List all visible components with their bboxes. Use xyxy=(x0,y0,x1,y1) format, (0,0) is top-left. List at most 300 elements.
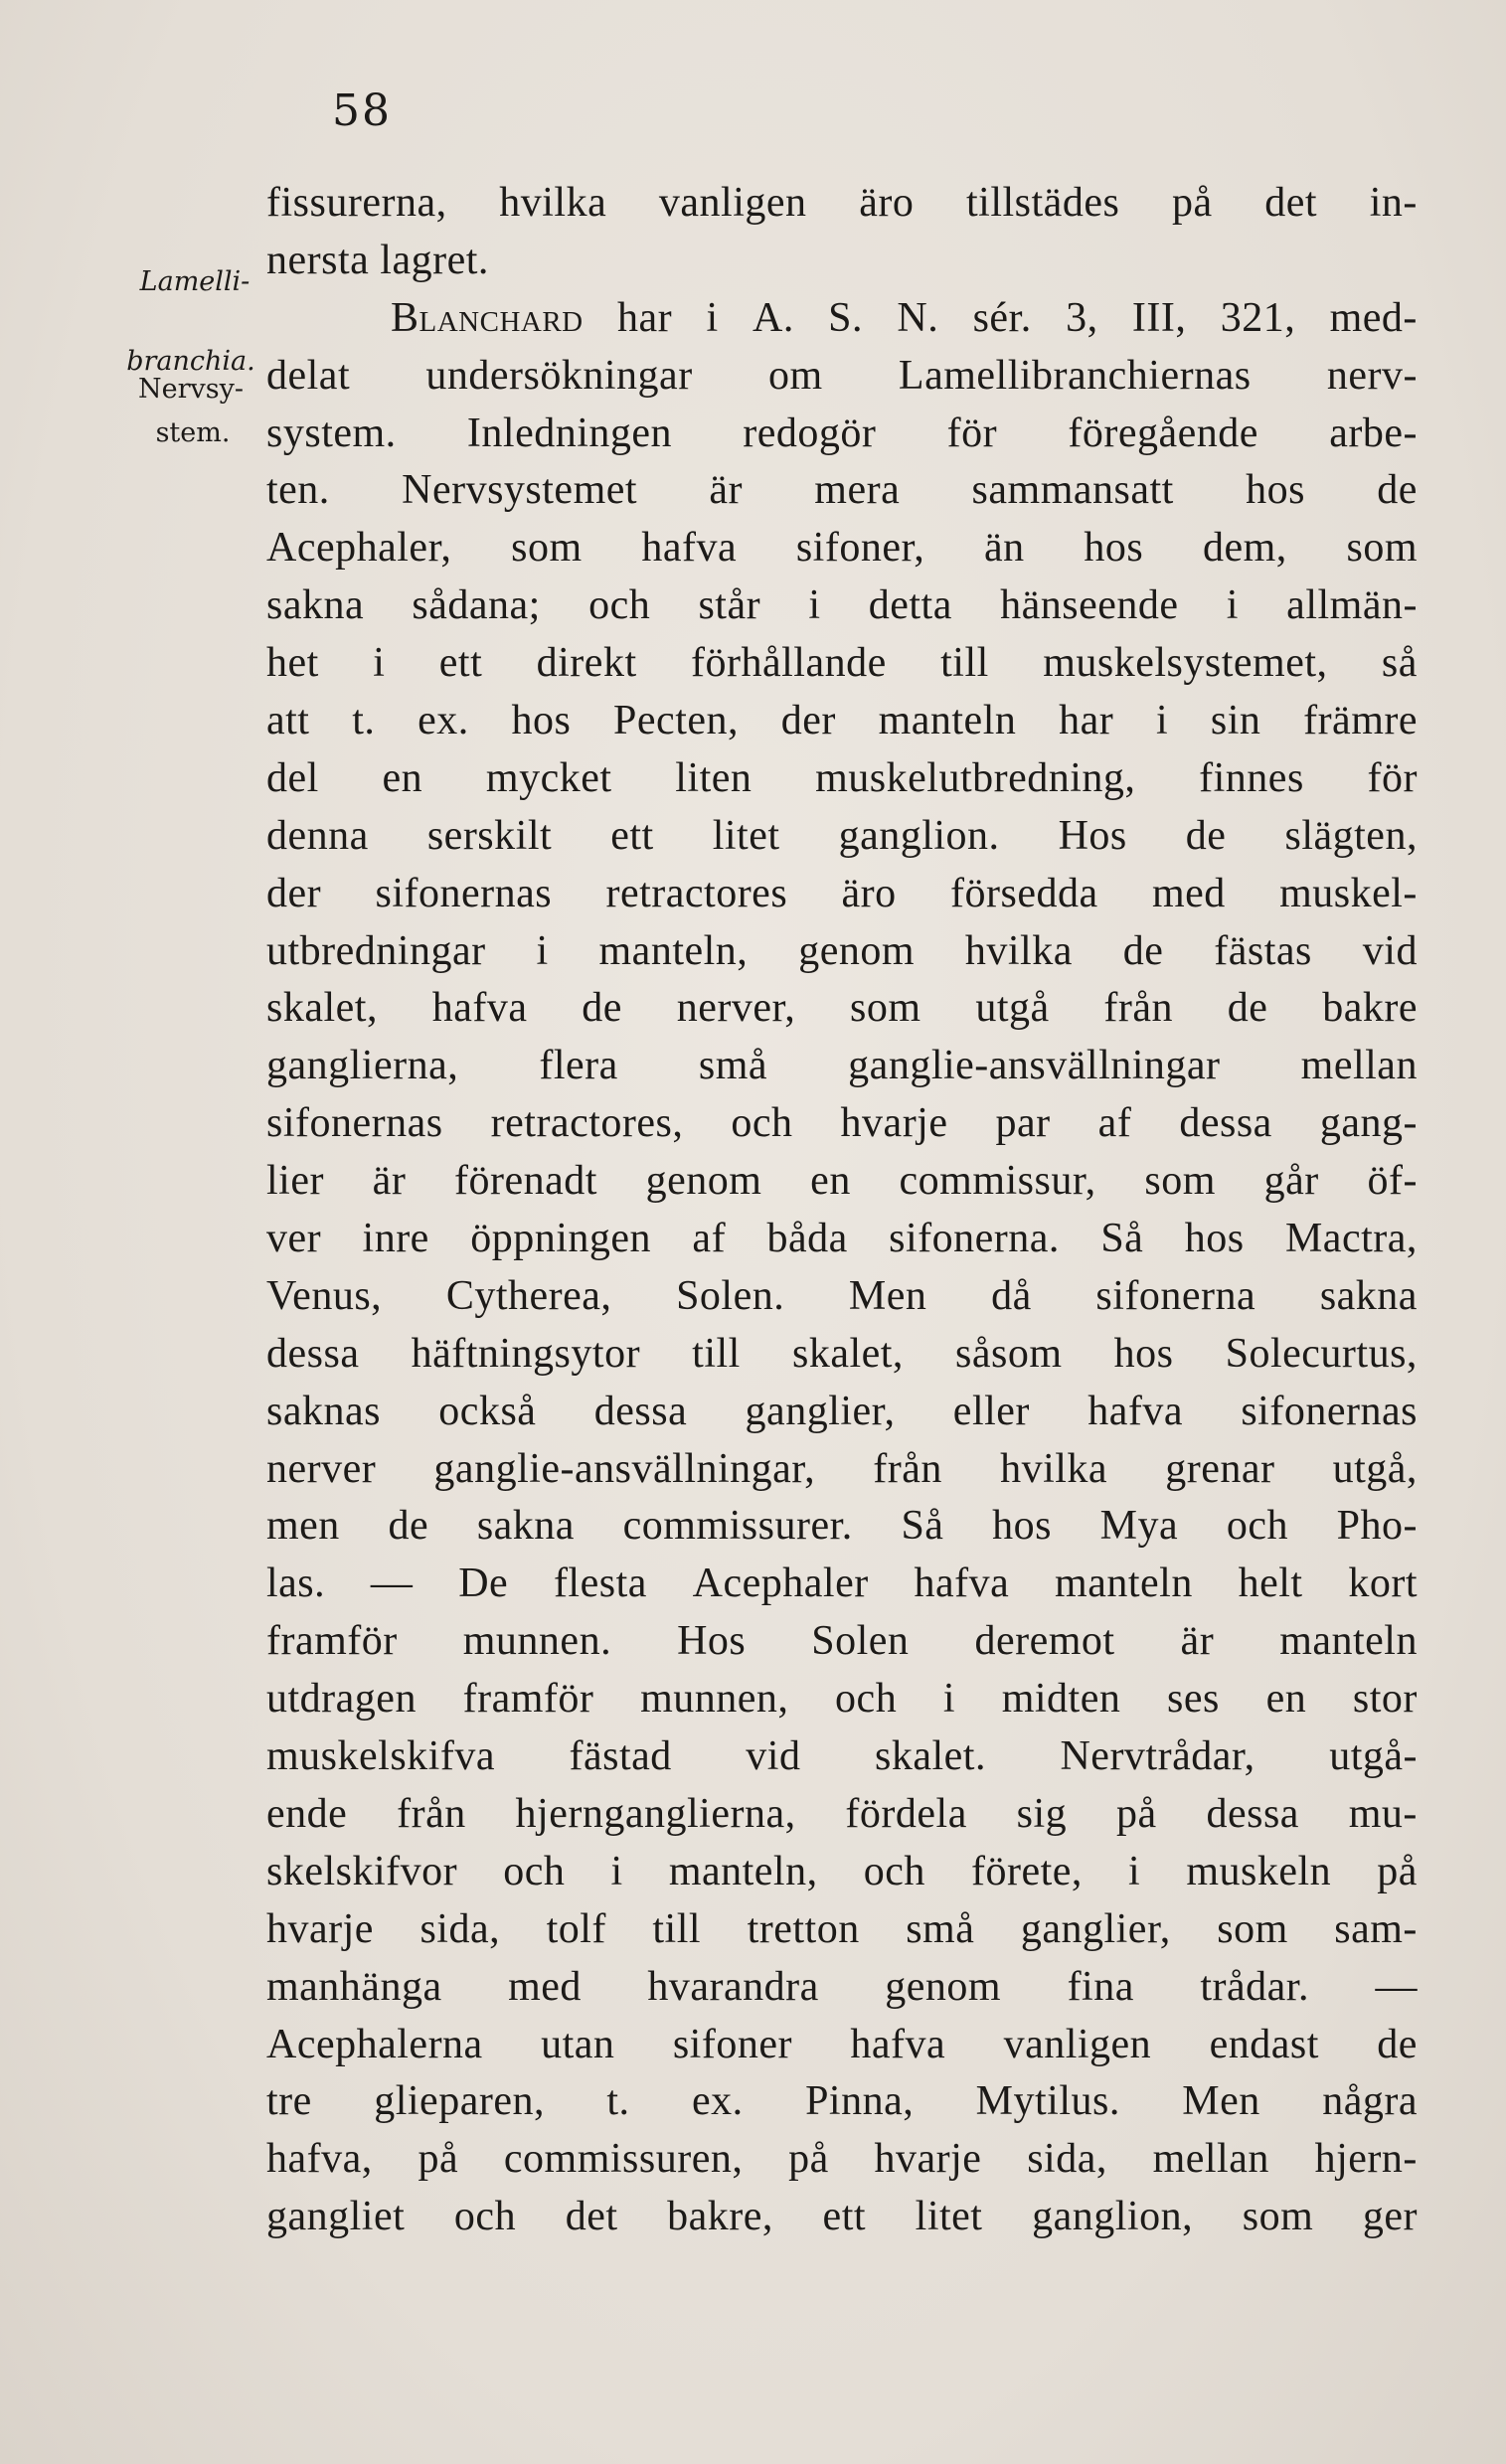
word: muskel- xyxy=(1279,870,1418,916)
word: commissurer. xyxy=(622,1503,853,1550)
word: — xyxy=(1375,1963,1418,2010)
text-line xyxy=(266,639,1418,697)
word: manteln, xyxy=(598,927,749,974)
word: Acephalerna xyxy=(266,2021,483,2067)
word: fina xyxy=(1067,1963,1134,2010)
word: det xyxy=(565,2194,618,2240)
word: dessa xyxy=(266,1330,360,1377)
text-line xyxy=(266,179,1418,237)
word: utbredningar xyxy=(266,927,486,974)
word: med xyxy=(1151,870,1226,916)
text-line xyxy=(266,1099,1418,1157)
word: ex. xyxy=(418,698,469,744)
word: sakna xyxy=(1319,1272,1418,1319)
text-line xyxy=(266,1848,1418,1905)
word: än xyxy=(984,525,1025,572)
word: helt xyxy=(1238,1561,1303,1607)
word: de xyxy=(1185,812,1227,859)
word: och xyxy=(863,1848,925,1894)
word: förhållande xyxy=(691,640,887,687)
word: hjern- xyxy=(1314,2136,1418,2183)
word: skelskifvor xyxy=(266,1848,458,1894)
word: saknas xyxy=(266,1388,381,1434)
text-line xyxy=(266,466,1418,524)
word: manteln xyxy=(878,698,1017,744)
word: hvarje xyxy=(266,1905,374,1952)
word: ganglie-ansvällningar, xyxy=(433,1445,816,1492)
word: ganglierna, xyxy=(266,1043,459,1089)
text-line xyxy=(266,754,1418,812)
text-line xyxy=(266,984,1418,1042)
text-line xyxy=(266,2021,1418,2078)
word: hvilka xyxy=(964,927,1073,974)
word: och xyxy=(588,582,651,629)
word: som xyxy=(511,525,583,572)
word: såsom xyxy=(955,1330,1063,1377)
word: har xyxy=(616,294,673,341)
word: sér. xyxy=(972,294,1032,341)
word: men xyxy=(266,1503,340,1550)
word: slägten, xyxy=(1284,812,1418,859)
word: nerv- xyxy=(1326,352,1418,399)
word: finnes xyxy=(1199,754,1304,801)
word: i xyxy=(610,1848,623,1894)
text-line xyxy=(266,1445,1418,1503)
word: glieparen, xyxy=(374,2078,545,2125)
word: försedda xyxy=(950,870,1098,916)
word: bakre xyxy=(1322,985,1418,1032)
word: att xyxy=(266,698,310,744)
word: par xyxy=(995,1100,1051,1147)
word: på xyxy=(418,2136,459,2183)
text-line xyxy=(266,1732,1418,1790)
word: stor xyxy=(1352,1676,1418,1723)
body-text xyxy=(266,179,1418,2250)
text-line xyxy=(266,237,1418,294)
word: i xyxy=(808,582,821,629)
word: Nervsystemet xyxy=(402,467,638,514)
word: Solen. xyxy=(676,1272,785,1319)
word: i xyxy=(1226,582,1239,629)
text-line xyxy=(266,927,1418,985)
text-line xyxy=(266,1502,1418,1560)
word: Acephaler, xyxy=(266,525,452,572)
word: dem, xyxy=(1202,525,1287,572)
word: till xyxy=(692,1330,741,1377)
word: mu- xyxy=(1348,1790,1418,1837)
word: hvarandra xyxy=(647,1963,819,2010)
word: står xyxy=(698,582,761,629)
word: inre xyxy=(362,1216,429,1262)
text-line xyxy=(266,1388,1418,1445)
word: der xyxy=(266,870,322,916)
word: bakre, xyxy=(667,2194,773,2240)
word: utgå- xyxy=(1329,1733,1418,1780)
word: tillstädes xyxy=(965,180,1120,226)
word: sida, xyxy=(419,1905,501,1952)
word: till xyxy=(940,640,989,687)
word: som xyxy=(1217,1905,1288,1952)
word: lier xyxy=(266,1158,324,1205)
word: sifonernas xyxy=(375,870,553,916)
text-line xyxy=(266,1042,1418,1099)
word: tretton xyxy=(747,1905,860,1952)
word: går xyxy=(1263,1158,1319,1205)
word: gangliet xyxy=(266,2194,406,2240)
word: t. xyxy=(352,698,376,744)
text-line xyxy=(266,1905,1418,1963)
word: hos xyxy=(1184,1216,1245,1262)
word: genom xyxy=(798,927,915,974)
word: utdragen xyxy=(266,1676,417,1723)
word: hos xyxy=(511,698,572,744)
word: munnen. xyxy=(462,1618,612,1665)
word: kort xyxy=(1348,1561,1418,1607)
word: i xyxy=(373,640,386,687)
word: hos xyxy=(1113,1330,1174,1377)
word: som xyxy=(1346,525,1418,572)
word: till xyxy=(652,1905,702,1952)
word: Hos xyxy=(1058,812,1127,859)
text-line xyxy=(266,2135,1418,2193)
word: fästas xyxy=(1214,927,1312,974)
word: främre xyxy=(1303,698,1418,744)
word: och xyxy=(1226,1503,1288,1550)
word: hvilka xyxy=(1000,1445,1108,1492)
word: Venus, xyxy=(266,1272,383,1319)
word: på xyxy=(1377,1848,1418,1894)
word: ett xyxy=(610,812,654,859)
word: utgå, xyxy=(1332,1445,1418,1492)
text-line xyxy=(266,2077,1418,2135)
word: och xyxy=(731,1100,793,1147)
word: små xyxy=(906,1905,975,1952)
word: 321, xyxy=(1220,294,1296,341)
word: hafva xyxy=(1088,1388,1183,1434)
word: muskelutbredning, xyxy=(815,754,1136,801)
word: på xyxy=(1171,180,1213,226)
word: ganglion, xyxy=(1032,2194,1194,2240)
word: der xyxy=(780,698,836,744)
word: ganglion. xyxy=(838,812,1000,859)
word: Pecten, xyxy=(613,698,739,744)
word: båda xyxy=(766,1216,848,1262)
word: hänseende xyxy=(1000,582,1179,629)
word: med xyxy=(508,1963,582,2010)
word: är xyxy=(709,467,743,514)
word: munnen, xyxy=(640,1676,789,1723)
text-line xyxy=(266,2193,1418,2250)
word: i xyxy=(942,1676,956,1723)
word: af xyxy=(692,1216,727,1262)
word: fördela xyxy=(845,1790,967,1837)
word: häftningsytor xyxy=(411,1330,641,1377)
word: manteln xyxy=(1279,1618,1418,1665)
word: af xyxy=(1097,1100,1132,1147)
word: in- xyxy=(1369,180,1418,226)
word: hjernganglierna, xyxy=(515,1790,796,1837)
word: de xyxy=(1377,467,1418,514)
word: och xyxy=(835,1676,898,1723)
word: för xyxy=(1367,754,1418,801)
word: hvarje xyxy=(874,2136,982,2183)
word: arbe- xyxy=(1329,410,1418,456)
word: dessa xyxy=(593,1388,688,1434)
word: mellan xyxy=(1152,2136,1269,2183)
word: commissuren, xyxy=(503,2136,744,2183)
word: för xyxy=(946,410,998,456)
word: deremot xyxy=(974,1618,1115,1665)
text-line xyxy=(266,1215,1418,1272)
word: manhänga xyxy=(266,1963,442,2010)
word: utgå xyxy=(975,985,1050,1032)
text-line xyxy=(266,1560,1418,1617)
word: hos xyxy=(992,1503,1052,1550)
margin-note-nervsy: Nervsy- xyxy=(138,374,244,405)
word: midten xyxy=(1001,1676,1121,1723)
word: sifonernas xyxy=(1241,1388,1418,1434)
word: Inledningen xyxy=(466,410,673,456)
word: det xyxy=(1264,180,1318,226)
margin-note-lamelli: Lamelli- xyxy=(139,266,251,297)
word: en xyxy=(382,754,423,801)
word: flesta xyxy=(553,1561,647,1607)
word: som xyxy=(1242,2194,1314,2240)
word: sida, xyxy=(1027,2136,1107,2183)
word: ten. xyxy=(266,467,330,514)
word: hos xyxy=(1246,467,1305,514)
text-line xyxy=(266,1272,1418,1330)
word: sammansatt xyxy=(971,467,1174,514)
word: Solecurtus, xyxy=(1225,1330,1418,1377)
word: är xyxy=(372,1158,407,1205)
word: eller xyxy=(952,1388,1030,1434)
word: las. xyxy=(266,1561,326,1607)
word: vid xyxy=(746,1733,801,1780)
word: undersökningar xyxy=(425,352,693,399)
word: som xyxy=(1144,1158,1216,1205)
word: förete, xyxy=(970,1848,1083,1894)
word: fissurerna, xyxy=(266,180,447,226)
word: ger xyxy=(1362,2194,1418,2240)
word: öppningen xyxy=(470,1216,652,1262)
word: vanligen xyxy=(1003,2021,1152,2067)
word: skalet, xyxy=(791,1330,904,1377)
word: med- xyxy=(1329,294,1418,341)
word: utan xyxy=(541,2021,615,2067)
word: Så xyxy=(901,1503,944,1550)
word: ganglier, xyxy=(745,1388,896,1434)
word: från xyxy=(873,1445,942,1492)
word: nerver, xyxy=(676,985,796,1032)
text-line xyxy=(266,1617,1418,1675)
word: mera xyxy=(814,467,901,514)
word: redogör xyxy=(743,410,877,456)
word: t. xyxy=(606,2078,630,2125)
word: sig xyxy=(1016,1790,1068,1837)
word: sifonerna xyxy=(1095,1272,1256,1319)
word: — xyxy=(370,1561,414,1607)
word: mycket xyxy=(485,754,612,801)
word: S. xyxy=(828,294,864,341)
word: öf- xyxy=(1367,1158,1418,1205)
word: allmän- xyxy=(1286,582,1418,629)
word: ex. xyxy=(691,2078,744,2125)
page-number: 58 xyxy=(332,85,392,136)
text-line xyxy=(266,812,1418,870)
text-line xyxy=(266,294,1418,352)
word: ganglie-ansvällningar xyxy=(848,1043,1221,1089)
word: Så xyxy=(1100,1216,1144,1262)
word: de xyxy=(1122,927,1164,974)
word: Pho- xyxy=(1336,1503,1418,1550)
word: ende xyxy=(266,1790,348,1837)
word: detta xyxy=(868,582,952,629)
word: Pinna, xyxy=(805,2078,915,2125)
word: och xyxy=(453,2194,517,2240)
word: lagret. xyxy=(380,237,489,283)
word: ganglier, xyxy=(1020,1905,1171,1952)
word: äro xyxy=(841,870,897,916)
word: har xyxy=(1059,698,1114,744)
word: del xyxy=(266,754,319,801)
text-line xyxy=(266,581,1418,639)
margin-note-branchia: branchia. xyxy=(126,346,255,377)
word: sin xyxy=(1210,698,1261,744)
text-line xyxy=(266,697,1418,754)
word: genom xyxy=(645,1158,762,1205)
word: retractores xyxy=(605,870,788,916)
word: Mactra, xyxy=(1284,1216,1418,1262)
word: också xyxy=(438,1388,537,1434)
word: hos xyxy=(1084,525,1144,572)
word: litet xyxy=(712,812,780,859)
word: hafva, xyxy=(266,2136,373,2183)
word: hafva xyxy=(641,525,738,572)
word: hvilka xyxy=(499,180,607,226)
word: Mya xyxy=(1099,1503,1179,1550)
word: ett xyxy=(438,640,483,687)
word: flera xyxy=(539,1043,618,1089)
word: ver xyxy=(266,1216,322,1262)
word: tre xyxy=(266,2078,312,2125)
text-line xyxy=(266,1330,1418,1388)
word: de xyxy=(1227,985,1268,1032)
word: sakna xyxy=(266,582,365,629)
word: Solen xyxy=(811,1618,910,1665)
word: III, xyxy=(1131,294,1187,341)
text-line xyxy=(266,524,1418,581)
word: De xyxy=(458,1561,509,1607)
word: system. xyxy=(266,410,397,456)
word: från xyxy=(1103,985,1174,1032)
word: sådana; xyxy=(412,582,541,629)
word: tolf xyxy=(546,1905,606,1952)
word: liten xyxy=(675,754,753,801)
word: föregående xyxy=(1068,410,1258,456)
word: så xyxy=(1381,640,1418,687)
word: trådar. xyxy=(1200,1963,1309,2010)
word: från xyxy=(397,1790,466,1837)
word: het xyxy=(266,640,319,687)
word: sifonerna. xyxy=(889,1216,1060,1262)
word: retractores, xyxy=(490,1100,684,1147)
word: Mytilus. xyxy=(975,2078,1120,2125)
word: dessa xyxy=(1179,1100,1272,1147)
word: en xyxy=(1265,1676,1307,1723)
word: gang- xyxy=(1319,1100,1418,1147)
word: hvarje xyxy=(840,1100,948,1147)
word: manteln xyxy=(1055,1561,1193,1607)
word: förenadt xyxy=(454,1158,597,1205)
word: muskelsystemet, xyxy=(1043,640,1328,687)
word: en xyxy=(810,1158,851,1205)
margin-note-stem: stem. xyxy=(155,417,231,448)
word: då xyxy=(991,1272,1032,1319)
word: muskeln xyxy=(1186,1848,1332,1894)
word: A. xyxy=(752,294,794,341)
word: commissur, xyxy=(899,1158,1096,1205)
word: i xyxy=(1128,1848,1141,1894)
word: litet xyxy=(915,2194,983,2240)
text-line xyxy=(266,1157,1418,1215)
word: direkt xyxy=(536,640,637,687)
word: framför xyxy=(462,1676,594,1723)
word: de xyxy=(388,1503,429,1550)
word: i xyxy=(1155,698,1169,744)
word: i xyxy=(536,927,549,974)
word: sifoner xyxy=(672,2021,792,2067)
word: sifonernas xyxy=(266,1100,443,1147)
word: de xyxy=(1377,2021,1418,2067)
word: Lamellibranchiernas xyxy=(898,352,1252,399)
text-line xyxy=(266,352,1418,410)
word: Nervtrådar, xyxy=(1060,1733,1255,1780)
word: skalet, xyxy=(266,985,378,1032)
word: manteln, xyxy=(668,1848,818,1894)
word: små xyxy=(698,1043,768,1089)
text-line xyxy=(266,870,1418,927)
word: är xyxy=(1180,1618,1215,1665)
word: delat xyxy=(266,352,351,399)
word: på xyxy=(1115,1790,1157,1837)
word: N. xyxy=(897,294,939,341)
word: Acephaler xyxy=(692,1561,869,1607)
word: ett xyxy=(822,2194,867,2240)
word: dessa xyxy=(1206,1790,1299,1837)
word: Men xyxy=(848,1272,927,1319)
word: hafva xyxy=(914,1561,1010,1607)
word: de xyxy=(582,985,622,1032)
word: framför xyxy=(266,1618,398,1665)
word: muskelskifva xyxy=(266,1733,495,1780)
word: nersta xyxy=(266,237,370,283)
word: och xyxy=(503,1848,566,1894)
word: sifoner, xyxy=(795,525,925,572)
text-line xyxy=(266,1675,1418,1732)
word: 3, xyxy=(1066,294,1098,341)
word: vanligen xyxy=(658,180,807,226)
text-line xyxy=(266,410,1418,467)
word: i xyxy=(706,294,719,341)
word: Hos xyxy=(677,1618,747,1665)
text-line xyxy=(266,1963,1418,2021)
word: ses xyxy=(1167,1676,1220,1723)
word: Blanchard xyxy=(391,294,584,341)
word: om xyxy=(767,352,823,399)
word: sakna xyxy=(476,1503,575,1550)
word: på xyxy=(788,2136,829,2183)
